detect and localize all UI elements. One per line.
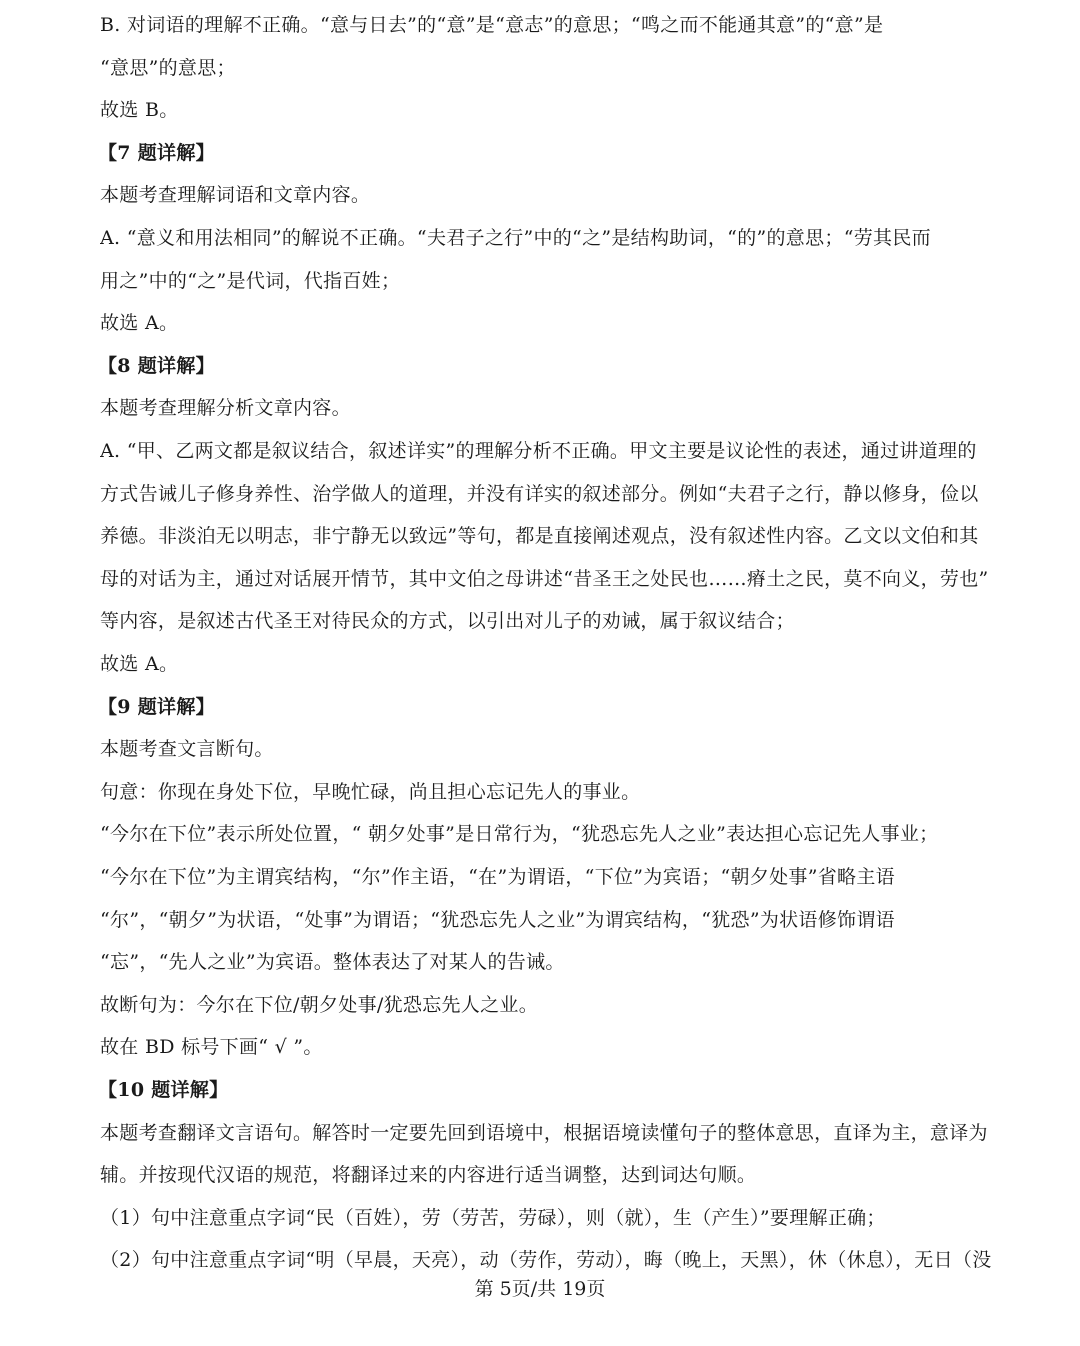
text-line: “今尔在下位”表示所处位置，“ 朝夕处事”是日常行为，“犹恐忘先人之业”表达担心忘记先人事业； [100, 823, 939, 846]
text-line: 本题考查理解分析文章内容。 [100, 397, 351, 420]
text-line: 故在 BD 标号下画“ √ ”。 [100, 1036, 323, 1059]
section-heading: 【8 题详解】 [98, 354, 215, 377]
text-line: A. “意义和用法相同”的解说不正确。“夫君子之行”中的“之”是结构助词，“的”的意思；“劳其民而 [100, 227, 931, 249]
section-heading: 【10 题详解】 [98, 1079, 229, 1101]
text-line: 本题考查文言断句。 [100, 738, 274, 761]
text-line: “今尔在下位”为主谓宾结构，“尔”作主语，“在”为谓语，“下位”为宾语；“朝夕处事”省略主语 [100, 866, 895, 888]
text-line: B. 对词语的理解不正确。“意与日去”的“意”是“意志”的意思；“鸣之而不能通其意”的“意”是 [100, 14, 884, 36]
text-line: 故断句为：今尔在下位/朝夕处事/犹恐忘先人之业。 [100, 993, 539, 1016]
text-line: 故选 A。 [100, 653, 179, 675]
section-heading: 【7 题详解】 [98, 141, 215, 164]
text-line: “忘”，“先人之业”为宾语。整体表达了对某人的告诫。 [100, 951, 565, 974]
text-line: 故选 B。 [100, 99, 179, 122]
text-line: 本题考查翻译文言语句。解答时一定要先回到语境中，根据语境读懂句子的整体意思，直译为主，意译为 [100, 1121, 988, 1144]
text-line: （2）句中注意重点字词“明（早晨，天亮），动（劳作，劳动），晦（晚上，天黑），休（休息），无日（没 [100, 1249, 992, 1272]
page-footer: 第 5页/共 19页 [474, 1278, 606, 1300]
text-line: “尔”，“朝夕”为状语，“处事”为谓语；“犹恐忘先人之业”为谓宾结构，“犹恐”为状语修饰谓语 [100, 908, 895, 931]
text-line: 养德。非淡泊无以明志，非宁静无以致远”等句，都是直接阐述观点，没有叙述性内容。乙文以文伯和其 [100, 525, 979, 548]
text-line: A. “甲、乙两文都是叙议结合，叙述详实”的理解分析不正确。甲文主要是议论性的表述，通过讲道理的 [100, 440, 977, 462]
text-line: “意思”的意思； [100, 56, 236, 79]
text-line: 辅。并按现代汉语的规范，将翻译过来的内容进行适当调整，达到词达句顺。 [100, 1164, 757, 1187]
text-line: 用之”中的“之”是代词，代指百姓； [100, 269, 401, 292]
text-line: 母的对话为主，通过对话展开情节，其中文伯之母讲述“昔圣王之处民也……瘠土之民，莫不向义，劳也” [100, 567, 989, 590]
text-line: 方式告诫儿子修身养性、治学做人的道理，并没有详实的叙述部分。例如“夫君子之行，静以修身，俭以 [100, 482, 979, 505]
text-line: （1）句中注意重点字词“民（百姓），劳（劳苦，劳碌），则（就），生（产生）”要理解正确； [100, 1206, 886, 1229]
section-heading: 【9 题详解】 [98, 695, 215, 718]
text-line: 等内容，是叙述古代圣王对待民众的方式，以引出对儿子的劝诫，属于叙议结合； [100, 610, 795, 633]
text-line: 本题考查理解词语和文章内容。 [100, 184, 371, 207]
text-line: 故选 A。 [100, 312, 179, 335]
text-line: 句意：你现在身处下位，早晚忙碌，尚且担心忘记先人的事业。 [100, 780, 641, 803]
